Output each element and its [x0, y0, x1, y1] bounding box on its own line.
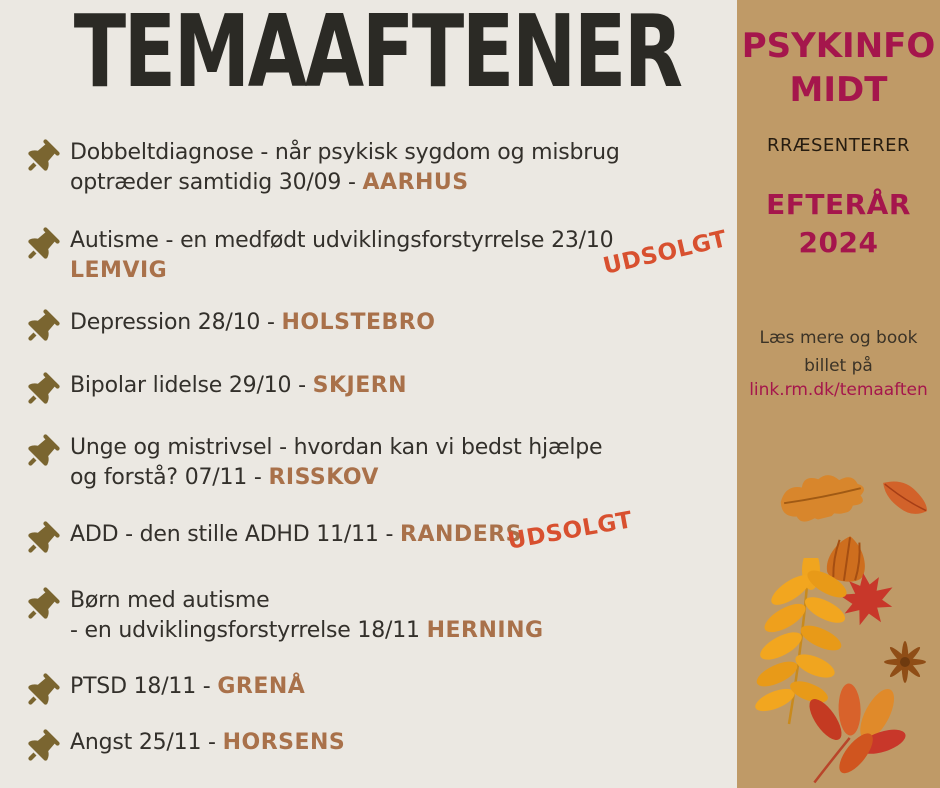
event-city: LEMVIG	[70, 258, 168, 283]
event-text	[70, 308, 435, 338]
pushpin-icon	[14, 131, 68, 185]
pushpin-icon	[14, 219, 68, 273]
event-line1: Angst 25/11 -	[70, 730, 223, 755]
event-line2: optræder samtidig 30/09 -	[70, 170, 363, 195]
org-name-line1: PSYKINFO	[741, 26, 936, 66]
event-city: SKJERN	[312, 373, 408, 398]
event-city: HORSENS	[222, 730, 346, 755]
event-city: RISSKOV	[268, 465, 379, 490]
event-city: RANDERS	[400, 522, 523, 547]
event-line1: Depression 28/10 -	[70, 310, 282, 335]
event-row-depression	[22, 308, 722, 347]
event-line1: PTSD 18/11 -	[70, 674, 218, 699]
event-city: HERNING	[426, 618, 544, 643]
cta-line1: Læs mere og book	[759, 328, 918, 348]
event-row-ptsd	[22, 672, 722, 711]
pushpin-icon	[14, 665, 68, 719]
season-label	[737, 186, 940, 262]
event-line1: Børn med autisme	[70, 588, 270, 613]
pushpin-icon	[14, 721, 68, 775]
event-row-angst	[22, 728, 722, 767]
event-line1: Dobbeltdiagnose - når psykisk sygdom og misbrug	[70, 140, 620, 165]
sidebar	[737, 0, 940, 788]
event-row-bipolar	[22, 371, 722, 410]
booking-cta-text	[737, 324, 940, 380]
booking-link[interactable]: link.rm.dk/temaaften	[749, 380, 928, 400]
pushpin-icon	[14, 426, 68, 480]
star-anise-icon	[882, 640, 928, 684]
page-title: TEMAAFTENER	[73, 0, 681, 111]
org-name	[737, 24, 940, 112]
event-line1: Unge og mistrivsel - hvordan kan vi bedst hjælpe	[70, 435, 603, 460]
event-row-unge-mistrivsel	[22, 433, 722, 493]
event-line1: Bipolar lidelse 29/10 -	[70, 373, 313, 398]
pushpin-icon	[14, 513, 68, 567]
event-line2: - en udviklingsforstyrrelse 18/11	[70, 618, 427, 643]
event-text	[70, 672, 305, 702]
event-text	[70, 586, 544, 646]
pushpin-icon	[14, 301, 68, 355]
soldout-stamp-add: UDSOLGT	[505, 507, 635, 555]
event-text	[70, 520, 522, 550]
org-name-line2: MIDT	[789, 70, 888, 110]
pushpin-icon	[14, 364, 68, 418]
event-line1: ADD - den stille ADHD 11/11 -	[70, 522, 401, 547]
creeper-leaf-icon	[786, 671, 914, 788]
event-row-boern-autisme	[22, 586, 722, 646]
soldout-stamp-autisme: UDSOLGT	[600, 226, 730, 280]
event-row-dobbeltdiagnose	[22, 138, 722, 198]
event-text	[70, 433, 602, 493]
presents-label: RRÆSENTERER	[766, 135, 911, 156]
event-text	[70, 138, 620, 198]
pushpin-icon	[14, 579, 68, 633]
event-text	[70, 371, 407, 401]
event-text	[70, 728, 345, 758]
event-line1: Autisme - en medfødt udviklingsforstyrrelse 23/10	[70, 228, 614, 253]
event-text	[70, 226, 613, 286]
cta-line2: billet på	[804, 356, 873, 376]
season-line1: EFTERÅR	[766, 188, 911, 221]
event-city: AARHUS	[362, 170, 469, 195]
season-line2: 2024	[798, 226, 879, 259]
oak-leaf-icon	[771, 460, 872, 529]
event-city: HOLSTEBRO	[281, 310, 436, 335]
event-city: GRENÅ	[217, 674, 306, 699]
small-leaf-icon	[872, 467, 937, 527]
event-line2: og forstå? 07/11 -	[70, 465, 269, 490]
